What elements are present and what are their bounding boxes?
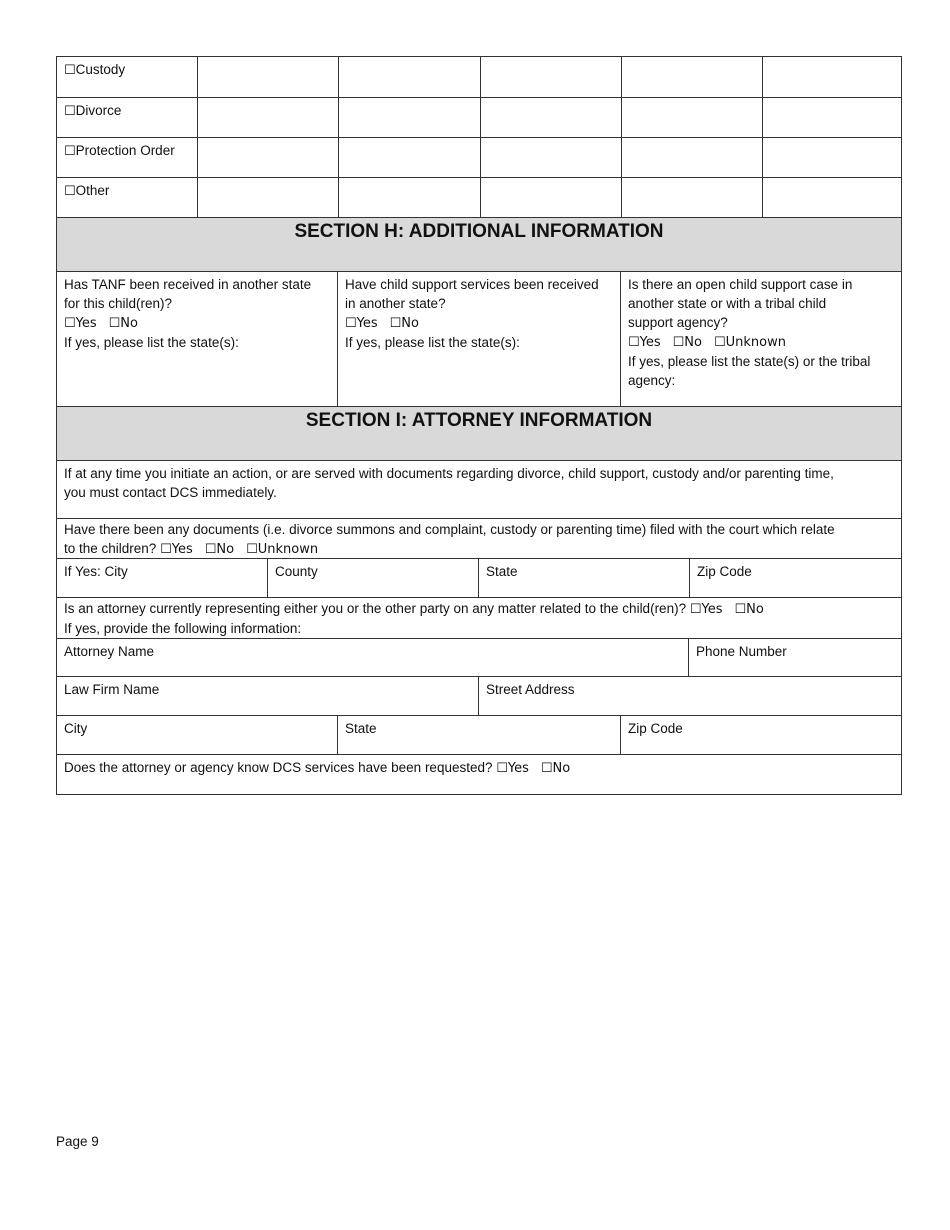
blank-cell[interactable]	[621, 178, 762, 217]
other-checkbox-cell[interactable]	[57, 178, 197, 217]
yes-checkbox[interactable]: ☐Yes	[64, 316, 97, 331]
checkbox[interactable]: ☐	[64, 144, 76, 159]
question-text: Have child support services been received	[345, 277, 599, 292]
question-text: Has TANF been received in another state	[64, 277, 312, 292]
case-row-other	[57, 177, 901, 217]
blank-cell[interactable]	[480, 98, 621, 137]
yes-checkbox[interactable]: ☐Yes	[160, 542, 193, 557]
attorney-city-row	[57, 715, 901, 754]
unknown-checkbox[interactable]: ☐Unknown	[713, 335, 786, 350]
question-text: If yes, please list the state(s):	[345, 335, 520, 350]
tanf-question	[57, 272, 337, 406]
case-row-protection-order	[57, 137, 901, 177]
yes-checkbox[interactable]: ☐Yes	[628, 335, 661, 350]
no-checkbox[interactable]: ☐No	[108, 316, 138, 331]
question-text: Does the attorney or agency know DCS services have been requested?	[64, 760, 493, 775]
field-label: Zip Code	[628, 721, 683, 736]
section-h-heading: SECTION H: ADDITIONAL INFORMATION	[57, 217, 901, 271]
street-address-field[interactable]	[478, 677, 901, 715]
question-text: to the children?	[64, 541, 157, 556]
question-text: If yes, please list the state(s):	[64, 335, 239, 350]
blank-cell[interactable]	[480, 138, 621, 177]
no-checkbox[interactable]: ☐No	[672, 335, 702, 350]
court-county-field[interactable]	[267, 559, 478, 597]
blank-cell[interactable]	[480, 178, 621, 217]
blank-cell[interactable]	[762, 138, 901, 177]
question-text: If yes, please list the state(s) or the tribal	[628, 354, 871, 369]
child-support-question	[337, 272, 620, 406]
attorney-name-row	[57, 638, 901, 676]
blank-cell[interactable]	[338, 57, 480, 97]
page-number: Page 9	[56, 1134, 99, 1149]
question-text: Have there been any documents (i.e. divorce summons and complaint, custody or parenting time) filed with the court which relate	[64, 522, 835, 537]
blank-cell[interactable]	[338, 138, 480, 177]
attorney-name-field[interactable]	[57, 639, 688, 676]
question-text: another state or with a tribal child	[628, 296, 827, 311]
field-label: Zip Code	[697, 564, 752, 579]
attorney-zip-field[interactable]	[620, 716, 901, 754]
custody-checkbox-cell[interactable]	[57, 57, 197, 97]
attorney-state-field[interactable]	[337, 716, 620, 754]
checkbox[interactable]: ☐	[64, 63, 76, 78]
blank-cell[interactable]	[621, 98, 762, 137]
law-firm-field[interactable]	[57, 677, 478, 715]
no-checkbox[interactable]: ☐No	[540, 761, 571, 776]
blank-cell[interactable]	[621, 138, 762, 177]
law-firm-row	[57, 676, 901, 715]
checkbox[interactable]: ☐	[64, 104, 76, 119]
case-label: Other	[75, 183, 110, 198]
blank-cell[interactable]	[762, 178, 901, 217]
form-page	[56, 56, 902, 795]
checkbox[interactable]: ☐	[64, 184, 76, 199]
question-text: Is there an open child support case in	[628, 277, 853, 292]
notice-row	[57, 460, 901, 518]
question-text: in another state?	[345, 296, 446, 311]
notice-text: you must contact DCS immediately.	[64, 485, 277, 500]
blank-cell[interactable]	[480, 57, 621, 97]
court-city-field[interactable]	[57, 559, 267, 597]
dcs-knowledge-row	[57, 754, 901, 794]
case-row-divorce	[57, 97, 901, 137]
divorce-checkbox-cell[interactable]	[57, 98, 197, 137]
case-label: Custody	[75, 62, 126, 77]
question-text: If yes, provide the following information:	[64, 621, 302, 636]
notice-text: If at any time you initiate an action, or are served with documents regarding divorce, child support, custody and/or parenting time,	[64, 466, 834, 481]
open-case-question	[620, 272, 901, 406]
case-row-custody	[57, 57, 901, 97]
court-zip-field[interactable]	[689, 559, 901, 597]
blank-cell[interactable]	[762, 57, 901, 97]
field-label: Law Firm Name	[64, 682, 160, 697]
field-label: If Yes: City	[64, 564, 128, 579]
no-checkbox[interactable]: ☐No	[204, 542, 235, 557]
question-text: agency:	[628, 373, 676, 388]
field-label: Phone Number	[696, 644, 787, 659]
field-label: County	[275, 564, 318, 579]
blank-cell[interactable]	[338, 98, 480, 137]
section-i-heading: SECTION I: ATTORNEY INFORMATION	[57, 406, 901, 460]
case-label: Protection Order	[75, 143, 175, 158]
unknown-checkbox[interactable]: ☐Unknown	[246, 542, 319, 557]
field-label: State	[486, 564, 518, 579]
blank-cell[interactable]	[338, 178, 480, 217]
yes-checkbox[interactable]: ☐Yes	[496, 761, 529, 776]
case-label: Divorce	[75, 103, 122, 118]
question-text: for this child(ren)?	[64, 296, 173, 311]
blank-cell[interactable]	[762, 98, 901, 137]
yes-checkbox[interactable]: ☐Yes	[345, 316, 378, 331]
no-checkbox[interactable]: ☐No	[734, 602, 764, 617]
blank-cell[interactable]	[621, 57, 762, 97]
attorney-representation-row	[57, 597, 901, 638]
documents-row	[57, 518, 901, 558]
section-h-questions	[57, 271, 901, 406]
blank-cell[interactable]	[197, 98, 338, 137]
documents-question	[57, 519, 901, 558]
blank-cell[interactable]	[197, 138, 338, 177]
yes-checkbox[interactable]: ☐Yes	[689, 602, 723, 617]
protection-order-checkbox-cell[interactable]	[57, 138, 197, 177]
court-location-row	[57, 558, 901, 597]
phone-number-field[interactable]	[688, 639, 901, 676]
court-state-field[interactable]	[478, 559, 689, 597]
field-label: City	[64, 721, 88, 736]
field-label: Street Address	[486, 682, 575, 697]
no-checkbox[interactable]: ☐No	[389, 316, 419, 331]
field-label: State	[345, 721, 377, 736]
question-text: Is an attorney currently representing either you or the other party on any matter related to the child(ren)?	[64, 601, 687, 616]
blank-cell[interactable]	[197, 57, 338, 97]
representation-question	[57, 598, 901, 638]
dcs-notice	[57, 461, 901, 518]
field-label: Attorney Name	[64, 644, 155, 659]
attorney-city-field[interactable]	[57, 716, 337, 754]
dcs-knowledge-question	[57, 755, 901, 794]
blank-cell[interactable]	[197, 178, 338, 217]
question-text: support agency?	[628, 315, 728, 330]
